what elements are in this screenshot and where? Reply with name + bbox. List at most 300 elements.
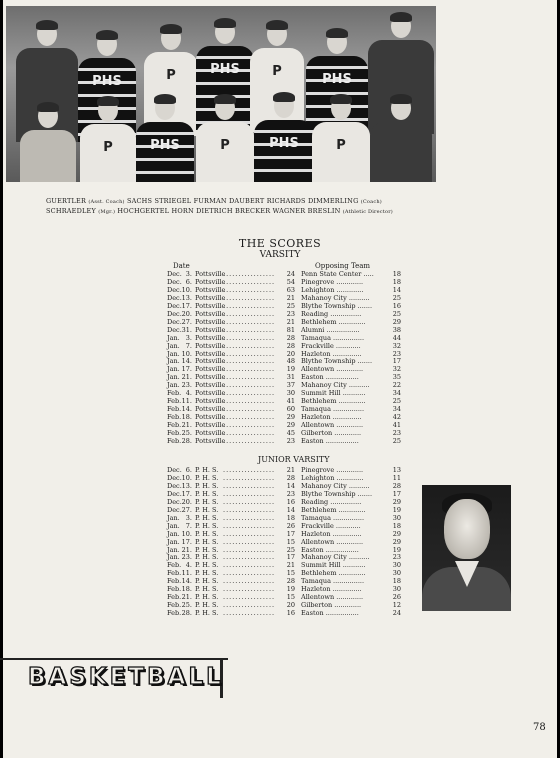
leader-dots: ................. [223,554,276,562]
leader-dots: ................. [223,382,276,390]
opponent-score: 30 [392,513,401,522]
score-row [167,438,401,446]
home-score: 24 [286,270,295,278]
opponent-name: Frackville ............ [301,521,361,530]
home-team: P. H. S. [195,577,219,586]
opponent-score: 42 [392,413,401,422]
home-team: Pottsville [195,397,226,406]
caption-name: SCHRAEDLEY [46,207,96,215]
opponent-score: 24 [392,609,401,618]
caption-role: (Athletic Director) [342,209,393,215]
home-score: 21 [286,293,295,302]
game-day: 10. [181,285,192,294]
opponent-score: 34 [392,389,401,398]
home-team: P. H. S. [195,585,219,594]
opponent-score: 29 [392,529,401,538]
opponent-score: 41 [392,421,401,430]
game-day: 10. [181,349,192,358]
junior-varsity-scores-table [167,467,401,618]
opponent-name: Bethlehem ............. [301,505,366,514]
player-figure: P [250,22,304,132]
home-score: 25 [286,545,295,554]
opponent-score: 13 [392,466,401,474]
game-day: 6. [185,466,192,474]
opponent-score: 32 [392,341,401,350]
home-team: Pottsville [195,357,226,366]
leader-dots: ................. [223,570,276,578]
game-day: 27. [181,505,192,514]
home-team: Pottsville [195,381,226,390]
heading-rule [0,658,228,660]
home-team: P. H. S. [195,569,219,578]
game-day: 7. [185,341,192,350]
game-day: 25. [181,601,192,610]
game-day: 23. [181,381,192,390]
varsity-scores-table [167,271,401,446]
leader-dots: ................. [223,530,276,538]
home-team: P. H. S. [195,593,219,602]
opponent-name: Tamaqua ............... [301,333,365,342]
game-month: Jan. [167,529,180,538]
opponent-name: Blythe Township ....... [301,489,373,498]
opponent-name: Allentown ............. [301,365,364,374]
leader-dots: ................. [223,310,276,318]
opponent-score: 34 [392,405,401,414]
opponent-score: 32 [392,365,401,374]
leader-dots: ................. [223,430,276,438]
player-figure: PHS [306,30,368,140]
player-figure: P [312,96,370,182]
caption-name: STRIEGEL [154,197,192,205]
home-score: 23 [286,489,295,498]
opponent-name: Allentown ............. [301,537,364,546]
opponent-name: Hazleton .............. [301,413,362,422]
game-day: 31. [181,325,192,334]
opponent-name: Bethlehem ............. [301,397,366,406]
game-month: Jan. [167,333,180,342]
home-team: P. H. S. [195,466,219,474]
game-month: Feb. [167,609,182,618]
game-month: Jan. [167,349,180,358]
leader-dots: ................. [223,522,276,530]
opponent-score: 18 [392,521,401,530]
opponent-score: 26 [392,593,401,602]
home-team: Pottsville [195,437,226,446]
game-month: Dec. [167,277,182,286]
home-score: 20 [286,601,295,610]
home-score: 21 [286,561,295,570]
opponent-name: Mahanoy City .......... [301,553,370,562]
leader-dots: ................. [223,506,276,514]
opponent-name: Summit Hill ........... [301,561,366,570]
home-score: 30 [286,389,295,398]
game-month: Feb. [167,577,182,586]
game-day: 14. [181,405,192,414]
opponent-name: Allentown ............. [301,421,364,430]
caption-name: GUERTLER [46,197,87,205]
opponent-score: 14 [392,285,401,294]
home-score: 16 [286,609,295,618]
opponent-name: Easton ................ [301,373,359,382]
leader-dots: ................. [223,610,276,618]
home-score: 60 [286,405,295,414]
leader-dots: ................. [223,318,276,326]
home-score: 17 [286,553,295,562]
home-team: P. H. S. [195,497,219,506]
home-team: Pottsville [195,277,226,286]
leader-dots: ................. [223,498,276,506]
home-team: Pottsville [195,325,226,334]
caption-name: BRESLIN [307,207,341,215]
opponent-score: 25 [392,397,401,406]
opponent-name: Tamaqua ............... [301,577,365,586]
home-team: P. H. S. [195,545,219,554]
home-score: 23 [286,309,295,318]
opponent-score: 29 [392,497,401,506]
game-month: Jan. [167,513,180,522]
home-team: Pottsville [195,421,226,430]
caption-role: (Asst. Coach) [88,199,125,205]
leader-dots: ................. [223,490,276,498]
opponent-name: Mahanoy City .......... [301,293,370,302]
leader-dots: ................. [223,398,276,406]
leader-dots: ................. [223,350,276,358]
home-team: P. H. S. [195,521,219,530]
home-team: P. H. S. [195,473,219,482]
opponent-score: 22 [392,381,401,390]
opponent-name: Hazleton .............. [301,349,362,358]
player-figure: PHS [78,32,136,142]
game-month: Feb. [167,569,182,578]
opponent-name: Gilberton ............. [301,601,362,610]
home-team: Pottsville [195,293,226,302]
player-figure: PHS [196,20,254,130]
home-team: P. H. S. [195,561,219,570]
home-score: 28 [286,333,295,342]
opponent-score: 29 [392,537,401,546]
leader-dots: ................. [223,302,276,310]
game-day: 3. [185,270,192,278]
game-month: Feb. [167,389,182,398]
caption-name: WAGNER [272,207,306,215]
leader-dots: ................. [223,538,276,546]
game-day: 28. [181,437,192,446]
game-month: Jan. [167,545,180,554]
leader-dots: ................. [223,366,276,374]
home-team: Pottsville [195,413,226,422]
game-month: Dec. [167,301,182,310]
game-day: 14. [181,577,192,586]
leader-dots: ................. [223,326,276,334]
home-score: 48 [286,357,295,366]
opponent-score: 25 [392,309,401,318]
home-score: 19 [286,585,295,594]
opponent-name: Reading ............... [301,309,362,318]
game-day: 14. [181,357,192,366]
game-day: 28. [181,609,192,618]
leader-dots: ................. [223,342,276,350]
opponent-name: Allentown ............. [301,593,364,602]
game-day: 18. [181,413,192,422]
game-month: Feb. [167,585,182,594]
game-day: 11. [181,569,192,578]
game-month: Dec. [167,466,182,474]
caption-name: SACHS [126,197,153,205]
opponent-name: Mahanoy City .......... [301,381,370,390]
player-figure: PHS [254,94,314,182]
opponent-score: 16 [392,301,401,310]
game-day: 21. [181,593,192,602]
game-month: Dec. [167,481,182,490]
player-figure: P [144,26,198,136]
game-month: Dec. [167,270,182,278]
team-photo [6,6,436,182]
opponent-score: 17 [392,357,401,366]
player-figure [20,104,76,182]
game-day: 13. [181,293,192,302]
leader-dots: ................. [223,406,276,414]
game-day: 4. [185,389,192,398]
opponent-name: Hazleton .............. [301,529,362,538]
leader-dots: ................. [223,286,276,294]
home-score: 81 [286,325,295,334]
player-figure: P [80,98,136,182]
home-score: 15 [286,569,295,578]
opponent-score: 19 [392,505,401,514]
opponent-score: 23 [392,349,401,358]
leader-dots: ................. [223,374,276,382]
game-month: Feb. [167,405,182,414]
game-day: 20. [181,497,192,506]
home-score: 54 [286,277,295,286]
home-score: 20 [286,349,295,358]
game-day: 25. [181,429,192,438]
opponent-score: 11 [392,473,401,482]
opponent-name: Easton ................ [301,437,359,446]
leader-dots: ................. [223,334,276,342]
home-team: Pottsville [195,301,226,310]
opponent-name: Lehighton ............. [301,285,364,294]
home-team: P. H. S. [195,601,219,610]
home-score: 26 [286,521,295,530]
home-team: Pottsville [195,270,226,278]
home-score: 18 [286,513,295,522]
leader-dots: ................. [223,514,276,522]
leader-dots: ................. [223,546,276,554]
game-month: Jan. [167,373,180,382]
game-day: 17. [181,489,192,498]
opponent-score: 18 [392,270,401,278]
game-month: Dec. [167,489,182,498]
opponent-name: Alumni ................ [301,325,360,334]
home-score: 45 [286,429,295,438]
home-score: 28 [286,341,295,350]
caption-name: FURMAN [193,197,227,205]
caption-name: HOCHGERTEL [117,207,170,215]
opponent-name: Summit Hill ........... [301,389,366,398]
opponent-score: 23 [392,429,401,438]
game-month: Jan. [167,365,180,374]
leader-dots: ................. [223,594,276,602]
game-day: 10. [181,473,192,482]
home-score: 28 [286,473,295,482]
leader-dots: ................. [223,474,276,482]
home-team: Pottsville [195,341,226,350]
score-row [167,610,401,618]
home-score: 21 [286,317,295,326]
game-month: Jan. [167,357,180,366]
leader-dots: ................. [223,438,276,446]
caption-name: RICHARDS [266,197,306,205]
game-day: 3. [185,513,192,522]
opponent-score: 35 [392,373,401,382]
game-day: 7. [185,521,192,530]
home-team: Pottsville [195,285,226,294]
opponent-name: Tamaqua ............... [301,405,365,414]
opponent-score: 38 [392,325,401,334]
opponent-name: Easton ................ [301,609,359,618]
photo-caption-row-2 [46,207,393,215]
game-month: Jan. [167,381,180,390]
game-month: Dec. [167,505,182,514]
home-score: 28 [286,577,295,586]
caption-role: (Coach) [360,199,382,205]
leader-dots: ................. [223,467,276,474]
opponent-name: Blythe Township ....... [301,301,373,310]
home-team: Pottsville [195,349,226,358]
game-month: Dec. [167,293,182,302]
game-month: Dec. [167,497,182,506]
opponent-name: Pinegrove ............. [301,277,364,286]
game-day: 20. [181,309,192,318]
leader-dots: ................. [223,390,276,398]
opponent-score: 23 [392,553,401,562]
opponent-name: Blythe Township ....... [301,357,373,366]
opponent-name: Hazleton .............. [301,585,362,594]
home-score: 37 [286,381,295,390]
opponent-score: 30 [392,569,401,578]
home-score: 41 [286,397,295,406]
home-score: 15 [286,537,295,546]
opponent-score: 17 [392,489,401,498]
home-team: Pottsville [195,405,226,414]
opponent-score: 25 [392,293,401,302]
caption-name: DIETRICH [196,207,233,215]
game-month: Dec. [167,285,182,294]
home-team: P. H. S. [195,505,219,514]
game-month: Jan. [167,553,180,562]
player-figure [370,96,432,182]
home-score: 31 [286,373,295,382]
leader-dots: ................. [223,271,276,278]
game-month: Dec. [167,473,182,482]
game-month: Feb. [167,593,182,602]
home-team: P. H. S. [195,537,219,546]
game-month: Feb. [167,437,182,446]
coach-portrait-photo [422,485,511,611]
game-month: Jan. [167,521,180,530]
opponent-score: 18 [392,577,401,586]
game-month: Dec. [167,309,182,318]
game-day: 17. [181,365,192,374]
caption-name: BRECKER [235,207,271,215]
game-day: 3. [185,333,192,342]
game-day: 6. [185,277,192,286]
home-score: 19 [286,365,295,374]
game-month: Feb. [167,561,182,570]
home-score: 15 [286,593,295,602]
game-day: 13. [181,481,192,490]
home-team: P. H. S. [195,609,219,618]
home-score: 17 [286,529,295,538]
home-score: 63 [286,285,295,294]
home-score: 29 [286,413,295,422]
player-figure: P [196,96,254,182]
game-month: Feb. [167,421,182,430]
player-figure: PHS [136,96,194,182]
home-score: 21 [286,466,295,474]
leader-dots: ................. [223,278,276,286]
opponent-name: Bethlehem ............. [301,569,366,578]
game-month: Jan. [167,537,180,546]
home-team: Pottsville [195,309,226,318]
opponent-name: Penn State Center ..... [301,270,374,278]
game-day: 11. [181,397,192,406]
home-score: 23 [286,437,295,446]
game-day: 21. [181,421,192,430]
page-number: 78 [533,722,546,733]
leader-dots: ................. [223,414,276,422]
home-score: 14 [286,505,295,514]
leader-dots: ................. [223,294,276,302]
home-team: Pottsville [195,373,226,382]
opponent-name: Mahanoy City .......... [301,481,370,490]
home-team: Pottsville [195,365,226,374]
home-team: P. H. S. [195,489,219,498]
opponent-score: 25 [392,437,401,446]
opponent-score: 28 [392,481,401,490]
caption-name: DAUBERT [229,197,265,205]
home-team: P. H. S. [195,513,219,522]
game-day: 10. [181,529,192,538]
opponent-name: Lehighton ............. [301,473,364,482]
home-team: P. H. S. [195,481,219,490]
home-score: 14 [286,481,295,490]
junior-varsity-title: JUNIOR VARSITY [258,455,330,464]
leader-dots: ................. [223,586,276,594]
home-score: 25 [286,301,295,310]
home-team: P. H. S. [195,529,219,538]
game-day: 27. [181,317,192,326]
opponent-score: 30 [392,561,401,570]
opponent-score: 29 [392,317,401,326]
game-month: Feb. [167,601,182,610]
opponent-name: Reading ............... [301,497,362,506]
game-month: Dec. [167,317,182,326]
opponent-name: Bethlehem ............. [301,317,366,326]
home-team: Pottsville [195,317,226,326]
game-month: Feb. [167,397,182,406]
home-score: 16 [286,497,295,506]
home-team: Pottsville [195,429,226,438]
game-day: 18. [181,585,192,594]
opponent-name: Easton ................ [301,545,359,554]
home-team: P. H. S. [195,553,219,562]
game-day: 21. [181,545,192,554]
opponent-column-header: Opposing Team [315,262,371,270]
game-month: Jan. [167,341,180,350]
game-day: 21. [181,373,192,382]
